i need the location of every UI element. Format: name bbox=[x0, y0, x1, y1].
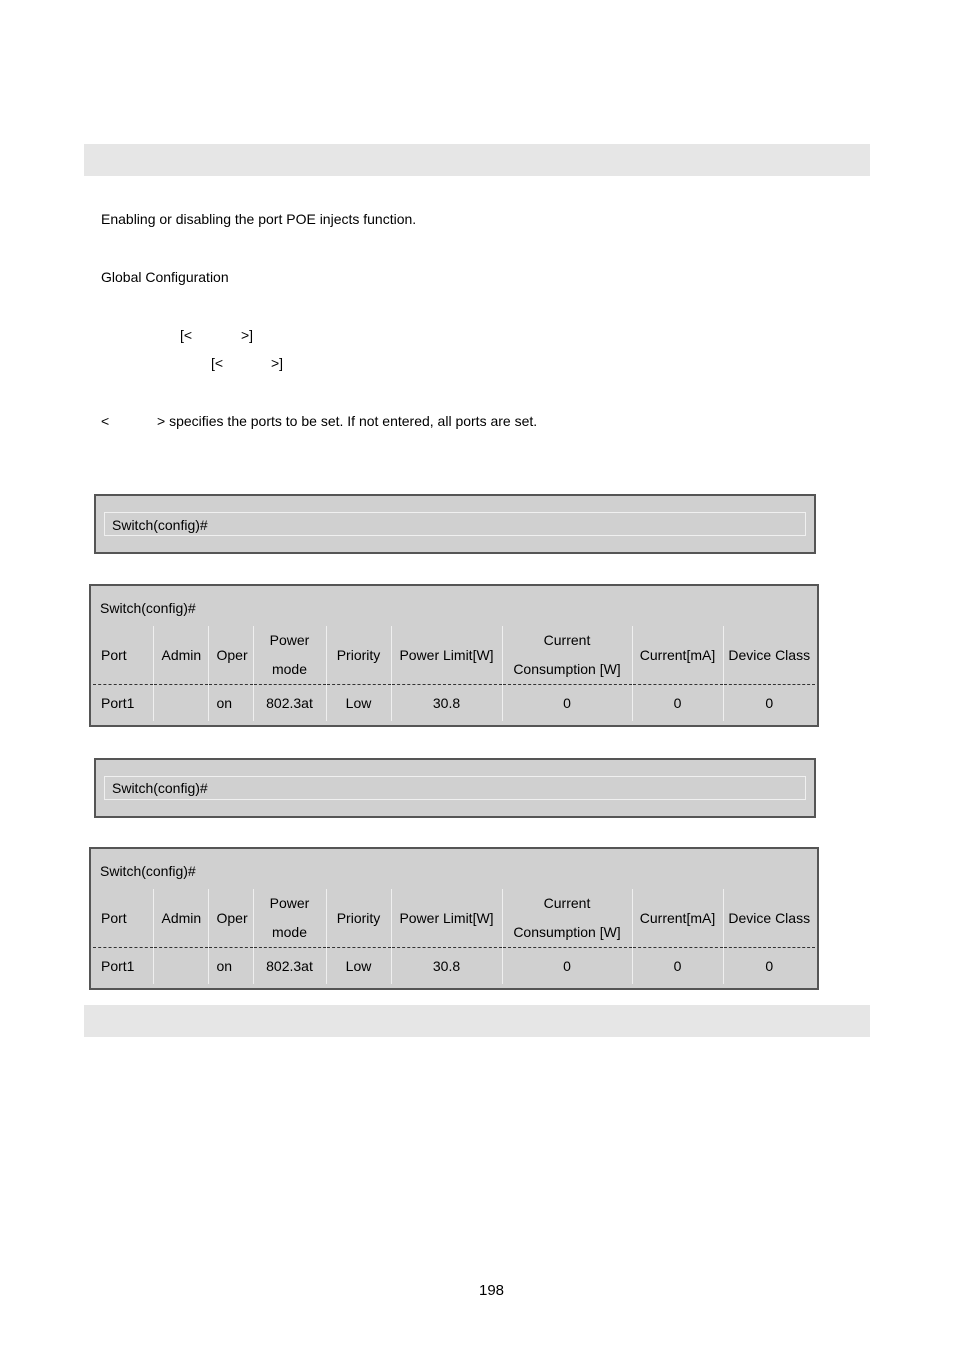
table-header-row bbox=[93, 626, 815, 685]
cell-device-class: 0 bbox=[723, 685, 815, 722]
command-prompt: Switch(config)# bbox=[112, 517, 208, 533]
cell-device-class: 0 bbox=[723, 948, 815, 985]
poe-status-table-2 bbox=[93, 889, 815, 984]
command-output-box-1 bbox=[89, 584, 819, 727]
cell-power-limit: 30.8 bbox=[391, 948, 502, 985]
cell-power-mode: 802.3at bbox=[253, 948, 326, 985]
output-prompt: Switch(config)# bbox=[100, 863, 196, 879]
command-example-frame bbox=[104, 512, 806, 536]
cell-priority: Low bbox=[326, 685, 391, 722]
syntax-line-2-open: [< bbox=[211, 355, 224, 371]
col-consumption: Current Consumption [W] bbox=[502, 626, 632, 685]
table-header-row bbox=[93, 889, 815, 948]
cell-oper: on bbox=[208, 948, 253, 985]
col-priority: Priority bbox=[326, 889, 391, 948]
col-current-ma: Current[mA] bbox=[632, 889, 723, 948]
command-description: Enabling or disabling the port POE injects function. bbox=[101, 211, 417, 227]
col-port: Port bbox=[101, 909, 127, 926]
command-example-box-2 bbox=[94, 758, 816, 818]
col-oper: Oper bbox=[208, 889, 253, 948]
cell-current-ma: 0 bbox=[632, 685, 723, 722]
cell-power-limit: 30.8 bbox=[391, 685, 502, 722]
parameter-open: < bbox=[101, 413, 110, 429]
command-mode: Global Configuration bbox=[101, 269, 229, 285]
poe-status-table-1 bbox=[93, 626, 815, 721]
table-row bbox=[93, 685, 815, 722]
command-output-box-2 bbox=[89, 847, 819, 990]
cell-admin bbox=[153, 685, 208, 722]
col-priority: Priority bbox=[326, 626, 391, 685]
cell-port: Port1 bbox=[101, 695, 135, 711]
cell-priority: Low bbox=[326, 948, 391, 985]
next-section-header-bar bbox=[84, 1005, 870, 1037]
col-device-class: Device Class bbox=[723, 626, 815, 685]
cell-admin bbox=[153, 948, 208, 985]
cell-current-ma: 0 bbox=[632, 948, 723, 985]
col-admin: Admin bbox=[153, 889, 208, 948]
cell-oper: on bbox=[208, 685, 253, 722]
syntax-line-2-close: >] bbox=[271, 355, 284, 371]
col-oper: Oper bbox=[208, 626, 253, 685]
section-header-bar bbox=[84, 144, 870, 176]
cell-consumption: 0 bbox=[502, 948, 632, 985]
table-row bbox=[93, 948, 815, 985]
command-example-frame bbox=[104, 776, 806, 800]
cell-consumption: 0 bbox=[502, 685, 632, 722]
col-power-mode: Power mode bbox=[253, 889, 326, 948]
command-example-box-1 bbox=[94, 494, 816, 554]
syntax-line-1-open: [< bbox=[180, 327, 193, 343]
output-prompt: Switch(config)# bbox=[100, 600, 196, 616]
cell-port: Port1 bbox=[101, 958, 135, 974]
page-number: 198 bbox=[478, 1282, 505, 1299]
col-admin: Admin bbox=[153, 626, 208, 685]
parameter-description: > specifies the ports to be set. If not entered, all ports are set. bbox=[157, 413, 538, 429]
cell-power-mode: 802.3at bbox=[253, 685, 326, 722]
col-device-class: Device Class bbox=[723, 889, 815, 948]
command-prompt: Switch(config)# bbox=[112, 780, 208, 796]
col-power-limit: Power Limit[W] bbox=[391, 889, 502, 948]
col-power-mode: Power mode bbox=[253, 626, 326, 685]
col-current-ma: Current[mA] bbox=[632, 626, 723, 685]
col-consumption: Current Consumption [W] bbox=[502, 889, 632, 948]
col-power-limit: Power Limit[W] bbox=[391, 626, 502, 685]
col-port: Port bbox=[101, 646, 127, 663]
syntax-line-1-close: >] bbox=[241, 327, 254, 343]
